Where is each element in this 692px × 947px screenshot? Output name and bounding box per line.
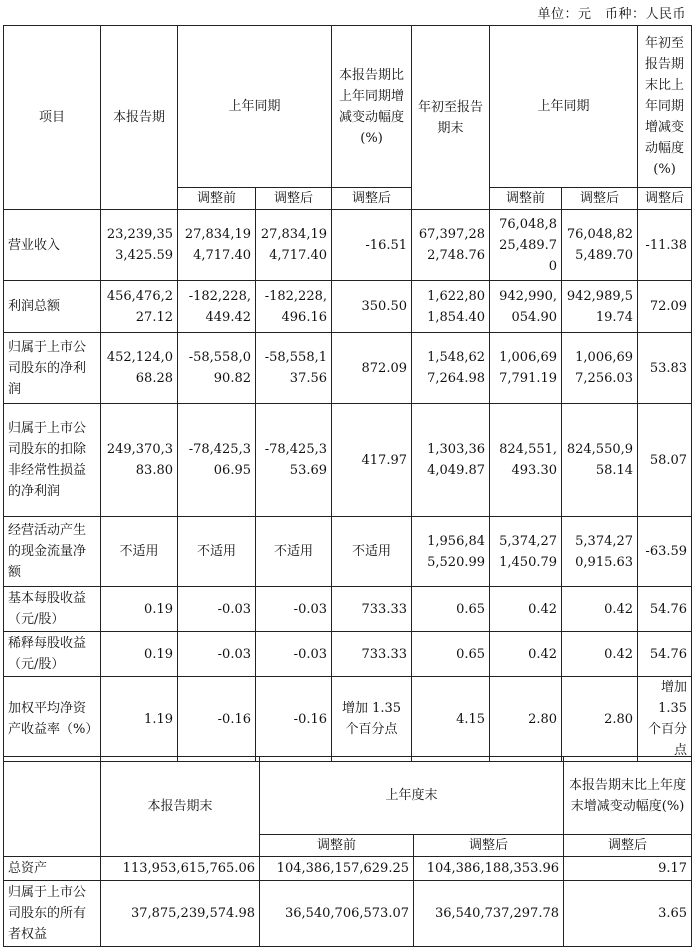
cell-prior2-before: 824,551,493.30 [490, 404, 562, 517]
cell-ytd: 1,956,845,520.99 [412, 517, 490, 587]
cell-ytd-change: -63.59 [638, 517, 692, 587]
cell-ytd-change: 54.76 [638, 632, 692, 677]
cell-prior-before: 不适用 [178, 517, 256, 587]
cell-prior-before: -0.03 [178, 587, 256, 632]
cell-prior-after: 27,834,194,717.40 [256, 210, 332, 281]
cell-ytd-change: -11.38 [638, 210, 692, 281]
table-row [4, 517, 692, 587]
subheader-after-adjustment-2: 调整后 [562, 188, 638, 210]
header-period-end-change: 本报告期末比上年度末增减变动幅度(%) [564, 757, 692, 835]
cell-prior2-after: 0.42 [562, 587, 638, 632]
cell-prior2-before: 1,006,697,791.19 [490, 333, 562, 404]
subheader-before-adjustment: 调整前 [178, 188, 256, 210]
cell-change: 不适用 [332, 517, 412, 587]
cell-current: 0.19 [101, 587, 178, 632]
table-row [4, 210, 692, 281]
cell-current: 23,239,353,425.59 [101, 210, 178, 281]
cell-change: 增加 1.35 个百分点 [332, 677, 412, 762]
header-ytd-change: 年初至报告期末比上年同期增减变动幅度(%) [638, 26, 692, 188]
header-blank [4, 757, 101, 857]
cell-current: 249,370,383.80 [101, 404, 178, 517]
cell-ytd-change: 53.83 [638, 333, 692, 404]
cell-current: 0.19 [101, 632, 178, 677]
cell-ytd-change: 增加 1.35 个百分点 [638, 677, 692, 762]
cell-current: 不适用 [101, 517, 178, 587]
cell-prior2-after: 942,989,519.74 [562, 281, 638, 333]
cell-prior-after: -78,425,353.69 [256, 404, 332, 517]
header-current-period-end: 本报告期末 [101, 757, 260, 857]
table-row [4, 881, 692, 947]
cell-prior-before: -78,425,306.95 [178, 404, 256, 517]
cell-ytd: 1,622,801,854.40 [412, 281, 490, 333]
cell-prior2-after: 1,006,697,256.03 [562, 333, 638, 404]
cell-current: 456,476,227.12 [101, 281, 178, 333]
cell-ytd: 0.65 [412, 587, 490, 632]
row-item-label: 归属于上市公司股东的所有者权益 [4, 881, 101, 947]
row-item-label: 归属于上市公司股东的净利润 [4, 333, 101, 404]
cell-prior-after: 不适用 [256, 517, 332, 587]
cell-prior2-before: 942,990,054.90 [490, 281, 562, 333]
cell-current: 452,124,068.28 [101, 333, 178, 404]
cell-prior-after: -182,228,496.16 [256, 281, 332, 333]
table-row [4, 632, 692, 677]
cell-ytd: 0.65 [412, 632, 490, 677]
cell-change: -16.51 [332, 210, 412, 281]
subheader-ytd-change-after-adjustment: 调整后 [638, 188, 692, 210]
row-item-label: 经营活动产生的现金流量净额 [4, 517, 101, 587]
cell-ytd: 4.15 [412, 677, 490, 762]
cell-before: 36,540,706,573.07 [260, 881, 414, 947]
key-financial-data-table [3, 25, 692, 762]
subheader-change-after-adjustment: 调整后 [564, 835, 692, 857]
cell-prior-before: -0.16 [178, 677, 256, 762]
cell-prior-before: -0.03 [178, 632, 256, 677]
cell-change: 872.09 [332, 333, 412, 404]
cell-prior-after: -0.16 [256, 677, 332, 762]
table-row [4, 677, 692, 762]
cell-prior-before: -58,558,090.82 [178, 333, 256, 404]
cell-after: 36,540,737,297.78 [414, 881, 564, 947]
subheader-after-adjustment: 调整后 [414, 835, 564, 857]
cell-prior2-before: 76,048,825,489.70 [490, 210, 562, 281]
subheader-before-adjustment: 调整前 [260, 835, 414, 857]
cell-change: 3.65 [564, 881, 692, 947]
row-item-label: 加权平均净资产收益率（%） [4, 677, 101, 762]
cell-prior2-after: 824,550,958.14 [562, 404, 638, 517]
header-item: 项目 [4, 26, 101, 210]
row-item-label: 基本每股收益（元/股） [4, 587, 101, 632]
cell-ytd: 67,397,282,748.76 [412, 210, 490, 281]
cell-prior2-before: 2.80 [490, 677, 562, 762]
subheader-change-after-adjustment: 调整后 [332, 188, 412, 210]
row-item-label: 营业收入 [4, 210, 101, 281]
header-prior-year-same-period: 上年同期 [178, 26, 332, 188]
cell-prior2-after: 5,374,270,915.63 [562, 517, 638, 587]
table-row [4, 404, 692, 517]
cell-ytd: 1,303,364,049.87 [412, 404, 490, 517]
cell-prior-after: -0.03 [256, 587, 332, 632]
table-row [4, 857, 692, 881]
cell-change: 350.50 [332, 281, 412, 333]
cell-current-end: 37,875,239,574.98 [101, 881, 260, 947]
table-row [4, 587, 692, 632]
table-row [4, 333, 692, 404]
subheader-before-adjustment-2: 调整前 [490, 188, 562, 210]
balance-sheet-summary-table [3, 756, 692, 947]
cell-prior2-after: 2.80 [562, 677, 638, 762]
cell-ytd-change: 58.07 [638, 404, 692, 517]
cell-prior2-before: 0.42 [490, 632, 562, 677]
header-row [4, 26, 692, 188]
cell-current: 1.19 [101, 677, 178, 762]
header-current-period: 本报告期 [101, 26, 178, 210]
cell-change: 733.33 [332, 632, 412, 677]
unit-currency-note: 单位：元 币种：人民币 [537, 7, 686, 22]
row-item-label: 利润总额 [4, 281, 101, 333]
cell-prior2-after: 76,048,825,489.70 [562, 210, 638, 281]
header-row [4, 757, 692, 835]
header-last-year-end: 上年度末 [260, 757, 564, 835]
cell-ytd-change: 54.76 [638, 587, 692, 632]
cell-change: 9.17 [564, 857, 692, 881]
header-ytd: 年初至报告期末 [412, 26, 490, 210]
cell-ytd-change: 72.09 [638, 281, 692, 333]
subheader-after-adjustment: 调整后 [256, 188, 332, 210]
cell-current-end: 113,953,615,765.06 [101, 857, 260, 881]
header-period-change: 本报告期比上年同期增减变动幅度(%) [332, 26, 412, 188]
row-item-label: 稀释每股收益（元/股） [4, 632, 101, 677]
cell-prior-after: -0.03 [256, 632, 332, 677]
cell-after: 104,386,188,353.96 [414, 857, 564, 881]
cell-prior2-before: 0.42 [490, 587, 562, 632]
cell-prior-before: 27,834,194,717.40 [178, 210, 256, 281]
cell-change: 417.97 [332, 404, 412, 517]
table-row [4, 281, 692, 333]
cell-prior2-after: 0.42 [562, 632, 638, 677]
cell-before: 104,386,157,629.25 [260, 857, 414, 881]
row-item-label: 归属于上市公司股东的扣除非经常性损益的净利润 [4, 404, 101, 517]
cell-prior2-before: 5,374,271,450.79 [490, 517, 562, 587]
cell-prior-after: -58,558,137.56 [256, 333, 332, 404]
cell-prior-before: -182,228,449.42 [178, 281, 256, 333]
header-prior-year-same-period-2: 上年同期 [490, 26, 638, 188]
cell-ytd: 1,548,627,264.98 [412, 333, 490, 404]
row-item-label: 总资产 [4, 857, 101, 881]
cell-change: 733.33 [332, 587, 412, 632]
